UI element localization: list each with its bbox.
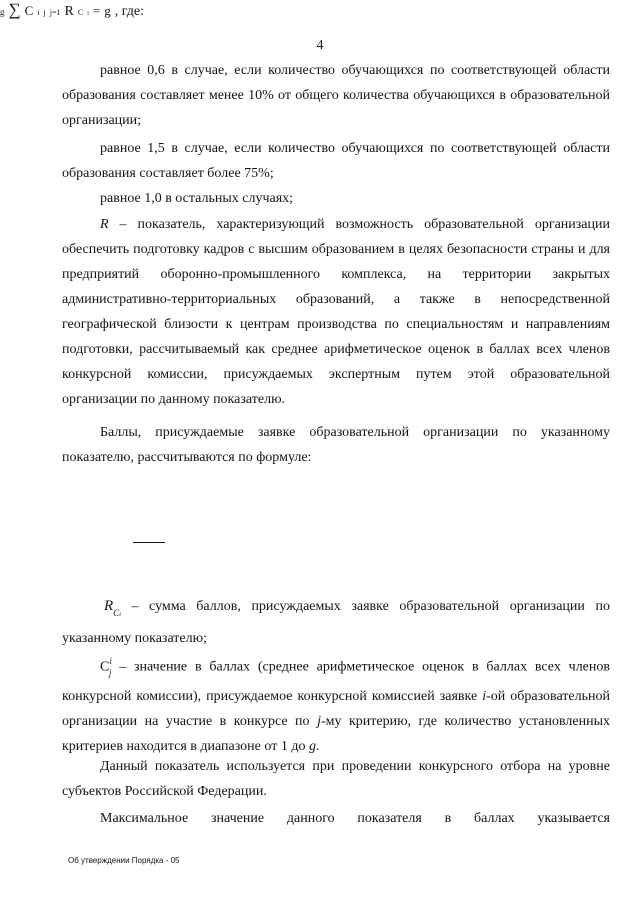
cij-end: .: [315, 739, 320, 755]
page-number: 4: [316, 38, 324, 53]
formula-lhs-sub-c: C: [77, 8, 84, 17]
paragraph-indicator-r: [62, 212, 610, 412]
formula: [0, 0, 640, 20]
cij-var-j: j: [317, 714, 321, 730]
sum-term-c: C: [24, 3, 34, 18]
cij-symbol-c: C: [100, 659, 110, 675]
page-footer: Об утверждении Порядка - 05: [68, 856, 180, 865]
paragraph-cij-definition: [62, 650, 610, 759]
sum-lower-limit: j=1: [49, 8, 61, 17]
rc-symbol-r: R: [104, 598, 114, 614]
cij-text-b: -ой образовательной организации на участие в конкурсе по: [62, 689, 610, 730]
cij-var-i: i: [482, 689, 487, 705]
sum-upper-limit: g: [0, 7, 5, 17]
cij-symbol-sub-j: j: [108, 668, 112, 679]
formula-lhs-sub-i: i: [87, 11, 89, 17]
cij-symbol-sup-i: i: [109, 656, 112, 666]
indicator-symbol: R: [100, 217, 109, 232]
sum-symbol: ∑: [8, 0, 21, 19]
paragraph-usage-note: Данный показатель используется при проведении конкурсного отбора на уровне субъектов Российской Федерации.: [62, 759, 610, 799]
sum-term-sup-i: i: [37, 8, 40, 17]
formula-equals: =: [92, 3, 101, 18]
fraction-bar: [133, 542, 165, 543]
formula-lhs-r: R: [64, 4, 74, 19]
cij-var-g: g: [308, 739, 316, 755]
cij-text-a: – значение в баллах (среднее арифметическое оценок в баллах всех членов конкурсной комиссии), присуждаемое конкурсной комиссией заявке: [62, 659, 610, 705]
paragraph-scores-formula-intro: Баллы, присуждаемые заявке образовательной организации по указанному показателю, рассчитываются по формуле:: [62, 425, 610, 465]
fraction-denominator: g: [104, 3, 111, 18]
cij-text-c: -му критерию, где количество установленных критериев находится в диапазоне от 1 до: [62, 714, 610, 755]
paragraph-maximum-value: Максимальное значение данного показателя в баллах указывается: [100, 811, 610, 826]
rc-definition-text: – сумма баллов, присуждаемых заявке образовательной организации по указанному показателю;: [62, 599, 610, 646]
rc-symbol-sub-i: i: [119, 611, 121, 618]
paragraph-coefficient-0-6: равное 0,6 в случае, если количество обучающихся по соответствующей области образования составляет менее 10% от общего количества обучающихся в образовательной организации;: [62, 63, 610, 128]
formula-where: , где:: [114, 4, 144, 19]
rc-symbol-sub-c: C: [113, 607, 120, 618]
paragraph-coefficient-1-5: равное 1,5 в случае, если количество обучающихся по соответствующей области образования составляет более 75%;: [62, 141, 610, 181]
indicator-description: – показатель, характеризующий возможность образовательной организации обеспечить подготовку кадров с высшим образованием в целях безопасности страны и для предприятий оборонно-промышленного комплекса, на территории закрытых административно-территориальных образований, а также в непосредственной географической близости к центрам производства по специальностям и направлениям подготовки, рассчитываемый как среднее арифметическое оценок в баллах всех членов конкурсной комиссии, присуждаемых экспертным путем этой образовательной организации по данному показателю.: [62, 217, 610, 407]
paragraph-rc-definition: [62, 594, 610, 651]
paragraph-coefficient-1-0: равное 1,0 в остальных случаях;: [100, 191, 294, 206]
sum-term-sub-j: j: [43, 8, 46, 17]
